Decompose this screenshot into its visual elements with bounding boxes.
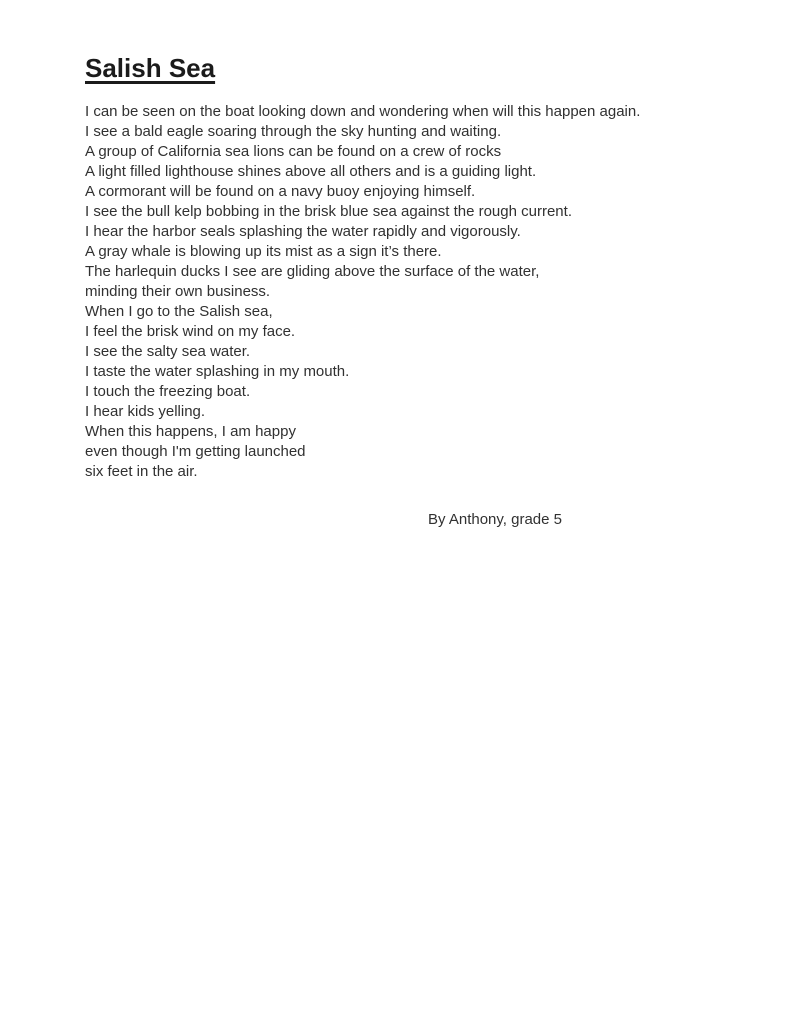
poem-line: A light filled lighthouse shines above all others and is a guiding light. bbox=[85, 163, 537, 180]
poem-line: A gray whale is blowing up its mist as a sign it’s there. bbox=[85, 243, 442, 260]
poem-line: I feel the brisk wind on my face. bbox=[85, 323, 296, 340]
poem-line: I see a bald eagle soaring through the sky hunting and waiting. bbox=[85, 123, 502, 140]
poem-line: A group of California sea lions can be found on a crew of rocks bbox=[85, 143, 502, 160]
poem-line: The harlequin ducks I see are gliding above the surface of the water, bbox=[85, 263, 540, 280]
poem-line: minding their own business. bbox=[85, 283, 271, 300]
poem-line: six feet in the air. bbox=[85, 463, 198, 480]
poem-line: I touch the freezing boat. bbox=[85, 383, 251, 400]
poem-line: When this happens, I am happy bbox=[85, 423, 296, 440]
poem-line: I see the bull kelp bobbing in the brisk blue sea against the rough current. bbox=[85, 203, 572, 220]
poem-line: even though I'm getting launched bbox=[85, 443, 306, 460]
poem-body bbox=[85, 102, 640, 482]
poem-line: I see the salty sea water. bbox=[85, 343, 251, 360]
poem-line: I hear the harbor seals splashing the water rapidly and vigorously. bbox=[85, 223, 521, 240]
poem-title: Salish Sea bbox=[85, 53, 216, 83]
poem-line: I can be seen on the boat looking down and wondering when will this happen again. bbox=[85, 103, 641, 120]
poem-line: I hear kids yelling. bbox=[85, 403, 206, 420]
poem-line: A cormorant will be found on a navy buoy enjoying himself. bbox=[85, 183, 476, 200]
poem-line: When I go to the Salish sea, bbox=[85, 303, 273, 320]
poem-line: I taste the water splashing in my mouth. bbox=[85, 363, 350, 380]
byline: By Anthony, grade 5 bbox=[428, 511, 562, 528]
